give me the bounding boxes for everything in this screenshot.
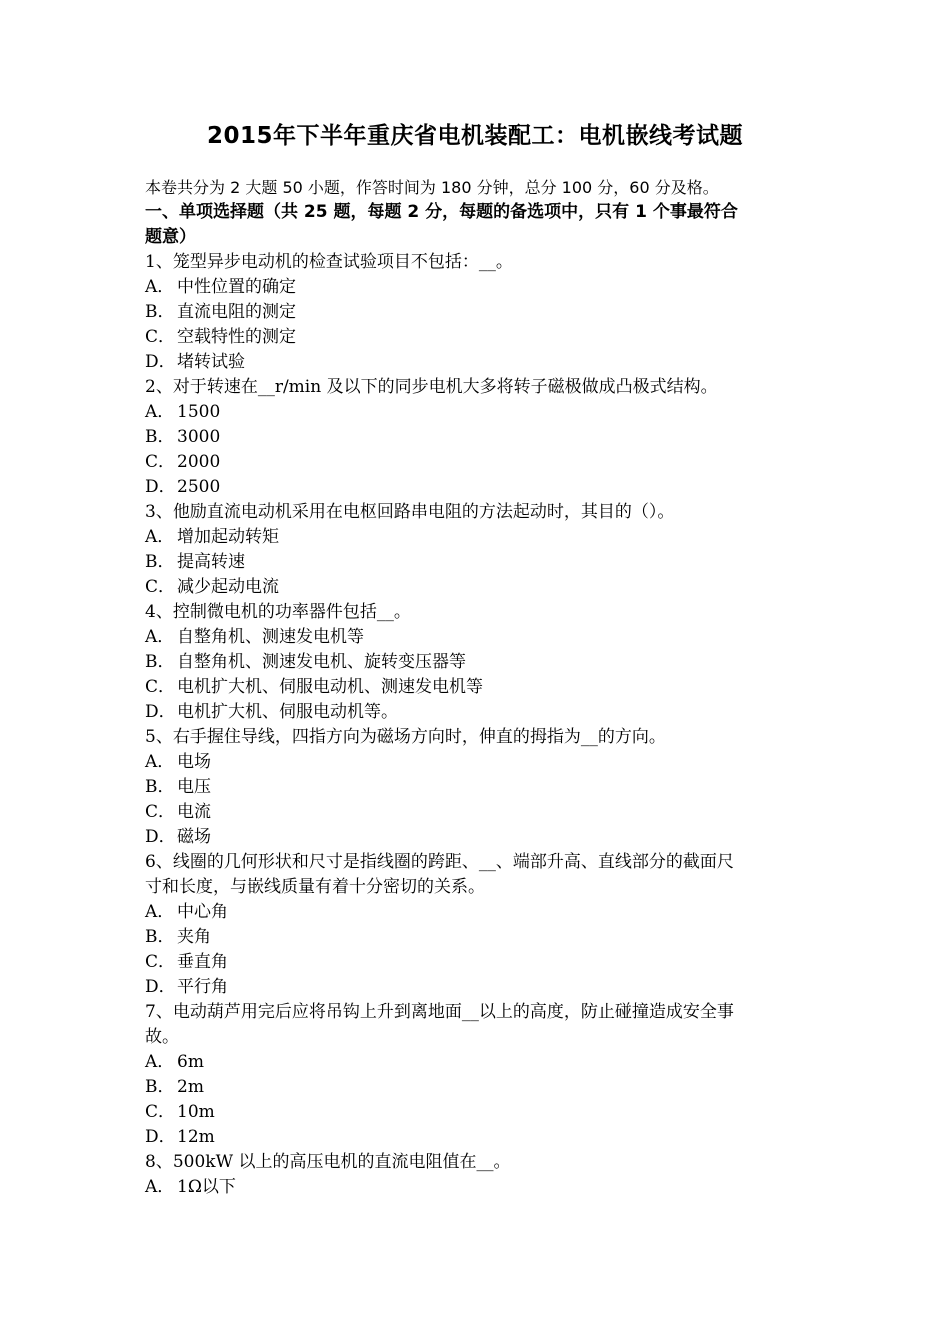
option-text: 中性位置的确定 [177,277,296,297]
option-label: A． [145,527,175,547]
question-stem: 2、对于转速在__r/min 及以下的同步电机大多将转子磁极做成凸极式结构。 [145,377,718,397]
answer-option [145,400,810,425]
option-label: A． [145,1177,175,1197]
option-text: 磁场 [177,827,211,847]
question-stem: 4、控制微电机的功率器件包括__。 [145,602,411,622]
option-text: 6m [177,1052,204,1072]
answer-option [145,750,810,775]
option-label: B． [145,927,175,947]
option-label: C． [145,1102,176,1122]
answer-option [145,700,810,725]
question-stem: 5、右手握住导线，四指方向为磁场方向时，伸直的拇指为__的方向。 [145,727,666,747]
answer-option [145,425,810,450]
option-label: D． [145,352,176,372]
option-text: 3000 [177,427,221,447]
option-text: 2500 [177,477,221,497]
answer-option [145,1125,810,1150]
option-label: A． [145,752,175,772]
option-text: 中心角 [177,902,228,922]
answer-option [145,650,810,675]
answer-option [145,475,810,500]
question-stem: 7、电动葫芦用完后应将吊钩上升到离地面__以上的高度，防止碰撞造成安全事 [145,1002,734,1022]
answer-option [145,975,810,1000]
option-text: 减少起动电流 [177,577,279,597]
question-2 [145,375,810,500]
option-label: D． [145,702,176,722]
answer-option [145,625,810,650]
option-text: 增加起动转矩 [177,527,279,547]
question-6 [145,850,810,1000]
question-stem: 3、他励直流电动机采用在电枢回路串电阻的方法起动时，其目的（）。 [145,502,675,522]
question-3 [145,500,810,600]
option-label: B． [145,427,175,447]
option-label: A． [145,902,175,922]
option-text: 电流 [177,802,211,822]
exam-intro: 本卷共分为 2 大题 50 小题，作答时间为 180 分钟，总分 100 分，60 分及格。 [145,178,719,197]
question-1 [145,250,810,375]
option-text: 空载特性的测定 [177,327,296,347]
option-text: 直流电阻的测定 [177,302,296,322]
option-label: C． [145,577,176,597]
answer-option [145,1075,810,1100]
answer-option [145,825,810,850]
option-text: 电机扩大机、伺服电动机、测速发电机等 [177,677,483,697]
option-text: 提高转速 [177,552,245,572]
option-text: 1500 [177,402,221,422]
option-text: 1Ω以下 [177,1177,236,1197]
answer-option [145,800,810,825]
section-heading-line-2: 题意） [145,227,196,247]
question-5 [145,725,810,850]
question-list [145,250,810,1200]
question-stem: 寸和长度，与嵌线质量有着十分密切的关系。 [145,877,485,897]
option-text: 夹角 [177,927,211,947]
option-label: B． [145,1077,175,1097]
answer-option [145,675,810,700]
answer-option [145,450,810,475]
option-text: 12m [177,1127,215,1147]
option-text: 电场 [177,752,211,772]
option-label: D． [145,477,176,497]
option-text: 自整角机、测速发电机、旋转变压器等 [177,652,466,672]
option-label: A． [145,277,175,297]
question-stem: 故。 [145,1027,179,1047]
option-text: 10m [177,1102,215,1122]
option-text: 2000 [177,452,221,472]
option-text: 2m [177,1077,204,1097]
option-label: D． [145,827,176,847]
option-label: C． [145,327,176,347]
option-label: D． [145,977,176,997]
answer-option [145,775,810,800]
answer-option [145,925,810,950]
question-4 [145,600,810,725]
option-text: 自整角机、测速发电机等 [177,627,364,647]
question-stem: 6、线圈的几何形状和尺寸是指线圈的跨距、__、端部升高、直线部分的截面尺 [145,852,734,872]
answer-option [145,950,810,975]
document-title: 2015年下半年重庆省电机装配工：电机嵌线考试题 [206,123,743,149]
option-label: B． [145,302,175,322]
option-text: 电压 [177,777,211,797]
option-label: B． [145,552,175,572]
option-label: C． [145,452,176,472]
answer-option [145,525,810,550]
option-text: 电机扩大机、伺服电动机等。 [177,702,398,722]
answer-option [145,1100,810,1125]
option-label: A． [145,402,175,422]
section-heading-line-1: 一、单项选择题（共 25 题，每题 2 分，每题的备选项中，只有 1 个事最符合 [145,202,738,222]
answer-option [145,575,810,600]
answer-option [145,325,810,350]
question-8 [145,1150,810,1200]
option-text: 平行角 [177,977,228,997]
option-label: C． [145,802,176,822]
option-label: C． [145,677,176,697]
question-7 [145,1000,810,1150]
answer-option [145,300,810,325]
answer-option [145,275,810,300]
answer-option [145,1175,810,1200]
option-label: A． [145,627,175,647]
answer-option [145,350,810,375]
option-label: A． [145,1052,175,1072]
option-label: B． [145,652,175,672]
option-text: 堵转试验 [177,352,245,372]
document-body [145,175,810,1200]
answer-option [145,550,810,575]
question-stem: 8、500kW 以上的高压电机的直流电阻值在__。 [145,1152,511,1172]
answer-option [145,900,810,925]
answer-option [145,1050,810,1075]
question-stem: 1、笼型异步电动机的检查试验项目不包括：__。 [145,252,513,272]
option-label: D． [145,1127,176,1147]
option-label: B． [145,777,175,797]
option-label: C． [145,952,176,972]
option-text: 垂直角 [177,952,228,972]
